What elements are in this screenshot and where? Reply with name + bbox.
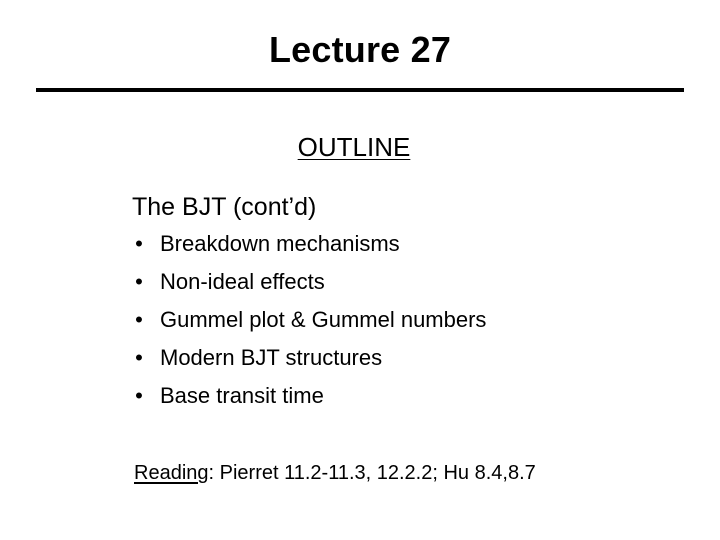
bullet-text: Gummel plot & Gummel numbers <box>160 307 487 332</box>
title-divider <box>36 88 684 92</box>
bullet-icon: • <box>135 345 143 370</box>
bullet-text: Non-ideal effects <box>160 269 325 294</box>
bullet-text: Base transit time <box>160 383 324 408</box>
bullet-icon: • <box>135 269 143 294</box>
bullet-text: Breakdown mechanisms <box>160 231 400 256</box>
section-title: The BJT (cont’d) <box>132 193 317 221</box>
bullet-icon: • <box>135 383 143 408</box>
bullet-icon: • <box>135 231 143 256</box>
reading-text: Pierret 11.2-11.3, 12.2.2; Hu 8.4,8.7 <box>214 462 536 484</box>
bullet-text: Modern BJT structures <box>160 345 383 370</box>
reading-separator: : <box>208 462 215 484</box>
reading-reference <box>134 459 536 487</box>
slide-title: Lecture 27 <box>268 29 452 70</box>
reading-label: Reading <box>134 462 209 484</box>
bullet-icon: • <box>135 307 143 332</box>
outline-heading: OUTLINE <box>297 132 411 162</box>
